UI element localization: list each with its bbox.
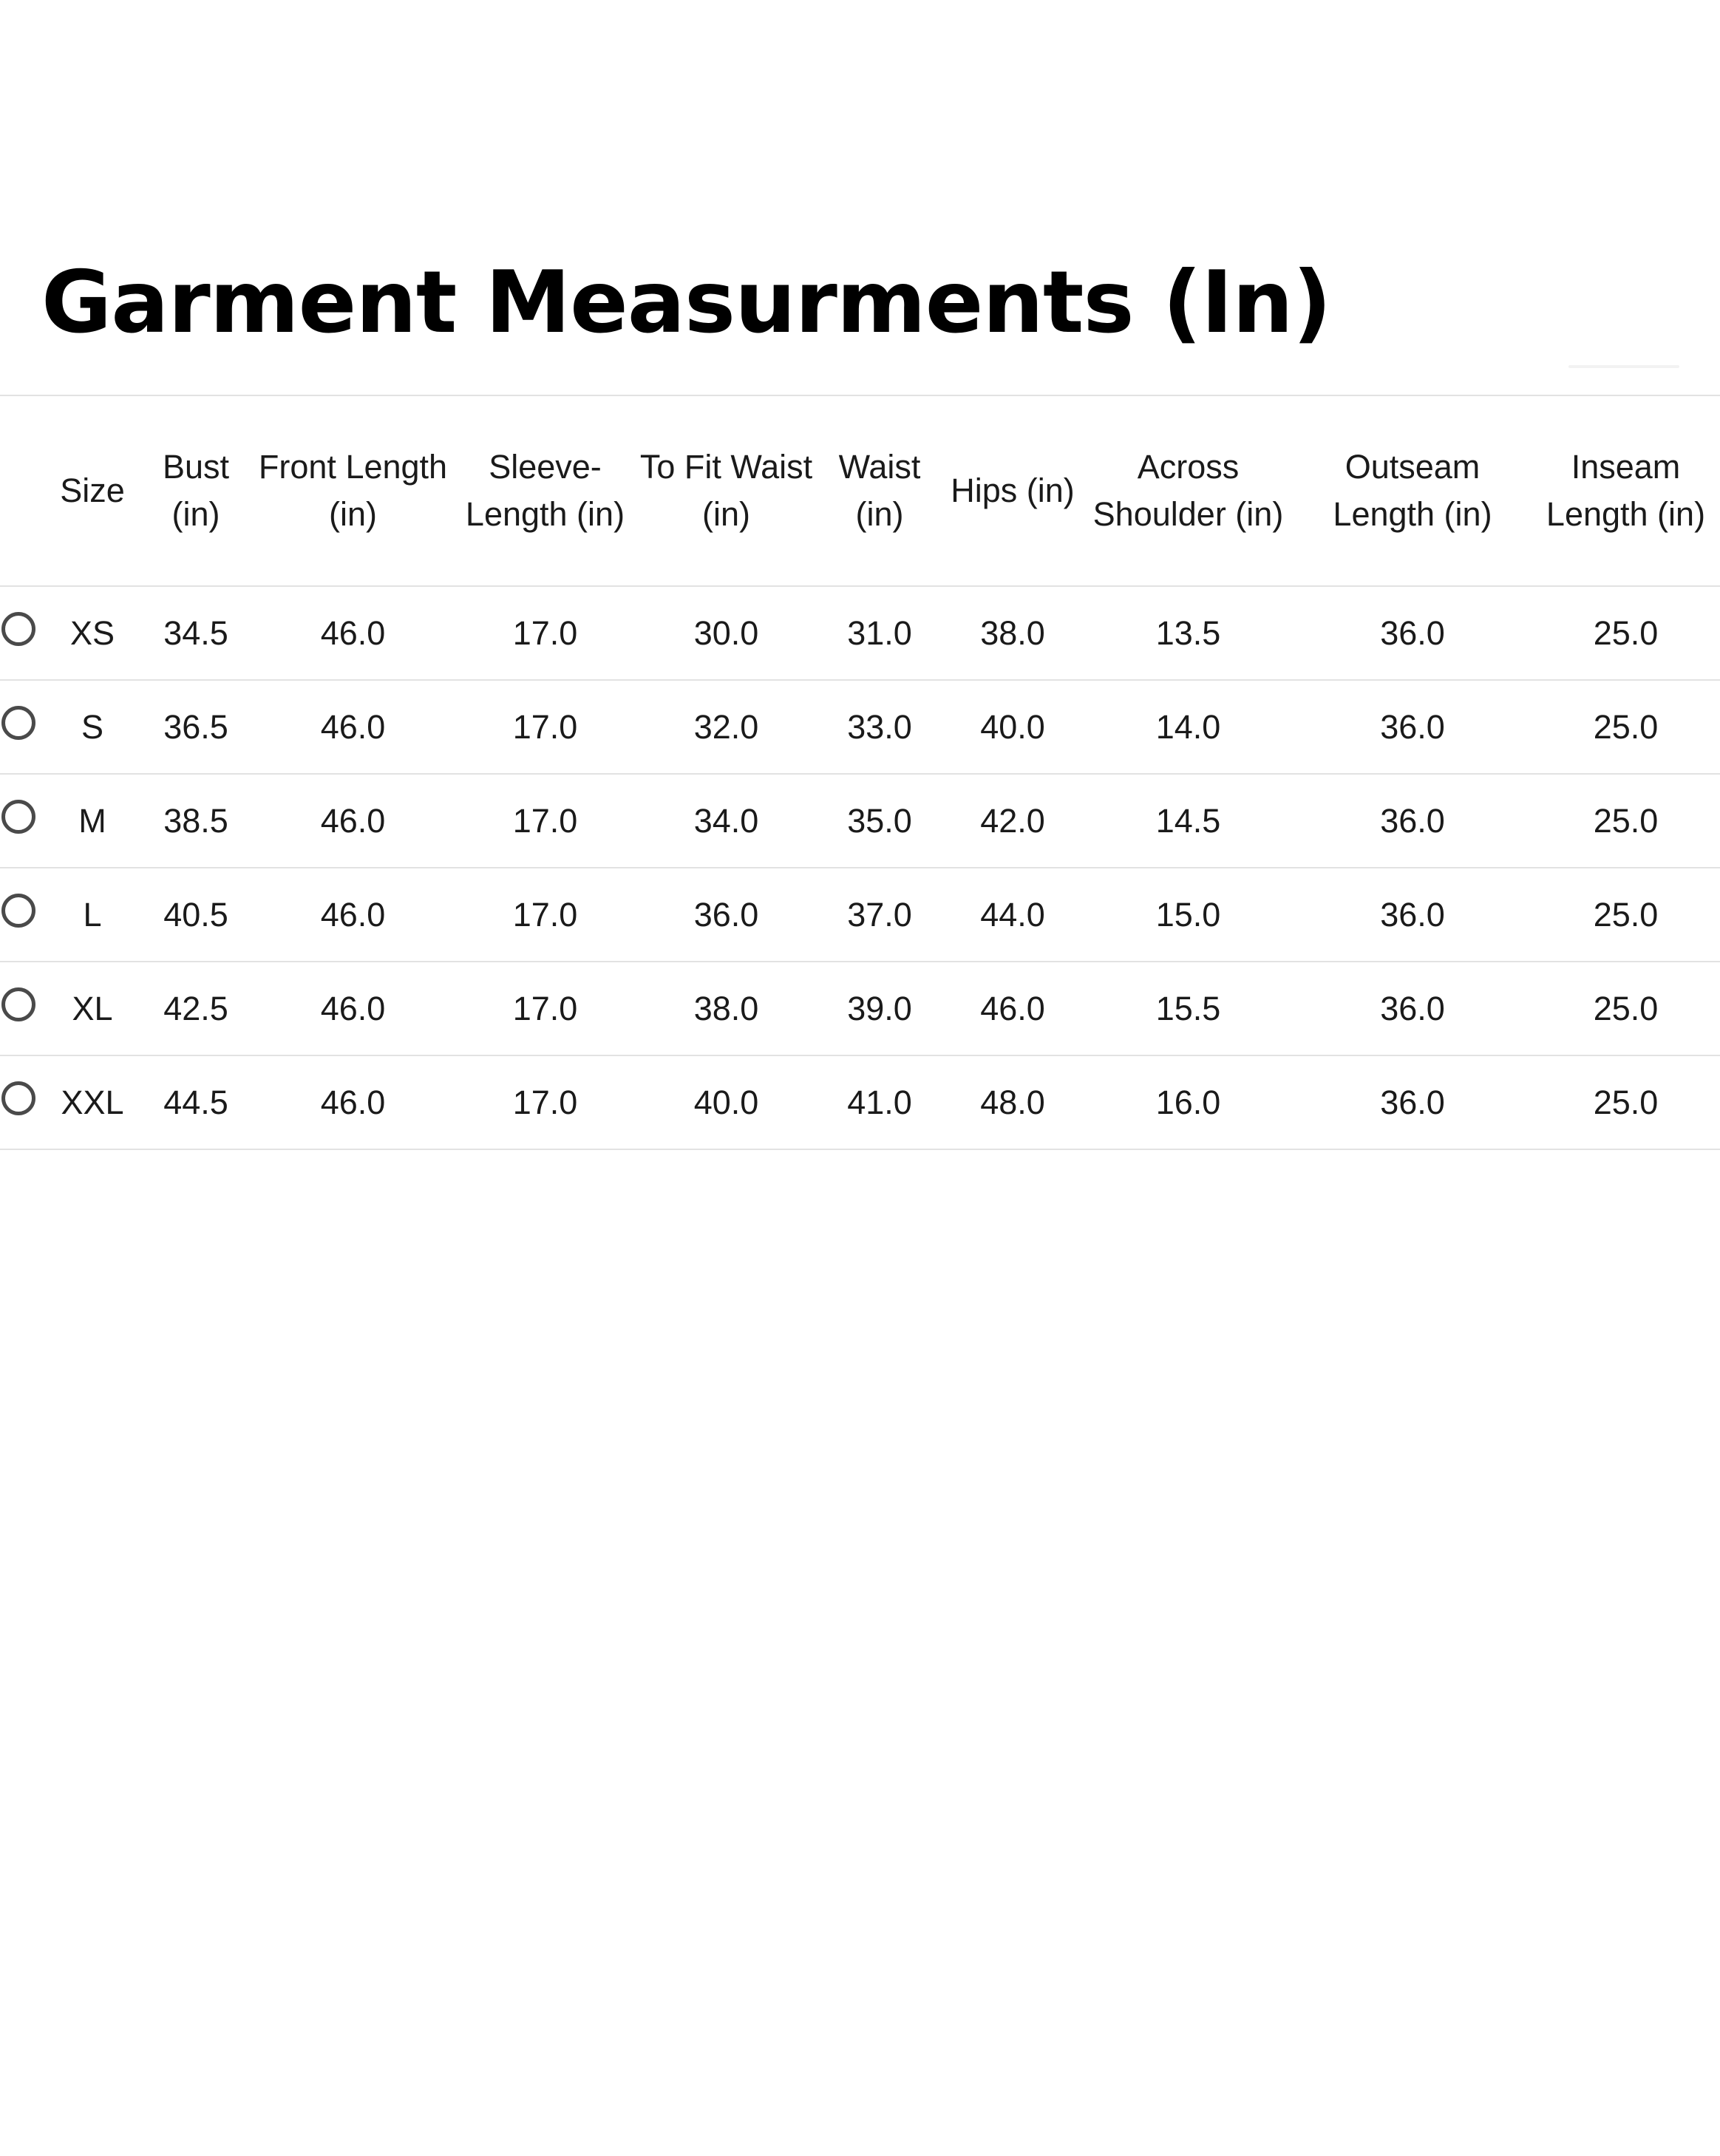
table-row[interactable] xyxy=(0,774,1720,868)
header-sleeve-length: Sleeve-Length (in) xyxy=(455,395,636,586)
cell-size: L xyxy=(44,868,140,962)
select-cell xyxy=(0,586,44,680)
cell-hips: 38.0 xyxy=(942,586,1083,680)
cell-sleeve-length: 17.0 xyxy=(455,1055,636,1149)
cell-across-shoulder: 15.5 xyxy=(1083,962,1294,1055)
cell-sleeve-length: 17.0 xyxy=(455,586,636,680)
header-across-shoulder: Across Shoulder (in) xyxy=(1083,395,1294,586)
cell-across-shoulder: 14.5 xyxy=(1083,774,1294,868)
cell-inseam-length: 25.0 xyxy=(1532,962,1720,1055)
cell-inseam-length: 25.0 xyxy=(1532,774,1720,868)
cell-outseam-length: 36.0 xyxy=(1294,868,1532,962)
cell-size: XXL xyxy=(44,1055,140,1149)
cell-bust: 34.5 xyxy=(140,586,251,680)
cell-hips: 42.0 xyxy=(942,774,1083,868)
cell-to-fit-waist: 38.0 xyxy=(636,962,817,1055)
select-cell xyxy=(0,1055,44,1149)
size-radio-xxl[interactable] xyxy=(1,1081,35,1115)
cell-front-length: 46.0 xyxy=(251,774,455,868)
header-front-length: Front Length (in) xyxy=(251,395,455,586)
size-radio-xl[interactable] xyxy=(1,987,35,1021)
cell-waist: 41.0 xyxy=(817,1055,942,1149)
cell-sleeve-length: 17.0 xyxy=(455,962,636,1055)
cell-to-fit-waist: 36.0 xyxy=(636,868,817,962)
size-chart-table xyxy=(0,395,1720,1150)
header-bust: Bust (in) xyxy=(140,395,251,586)
cell-inseam-length: 25.0 xyxy=(1532,586,1720,680)
select-cell xyxy=(0,774,44,868)
cell-waist: 33.0 xyxy=(817,680,942,774)
cell-outseam-length: 36.0 xyxy=(1294,680,1532,774)
table-row[interactable] xyxy=(0,1055,1720,1149)
header-waist: Waist (in) xyxy=(817,395,942,586)
size-radio-xs[interactable] xyxy=(1,612,35,646)
cell-outseam-length: 36.0 xyxy=(1294,962,1532,1055)
cell-to-fit-waist: 40.0 xyxy=(636,1055,817,1149)
table-row[interactable] xyxy=(0,868,1720,962)
cell-waist: 37.0 xyxy=(817,868,942,962)
header-hips: Hips (in) xyxy=(942,395,1083,586)
cell-hips: 48.0 xyxy=(942,1055,1083,1149)
cell-across-shoulder: 13.5 xyxy=(1083,586,1294,680)
table-row[interactable] xyxy=(0,680,1720,774)
cell-hips: 46.0 xyxy=(942,962,1083,1055)
cell-inseam-length: 25.0 xyxy=(1532,1055,1720,1149)
select-cell xyxy=(0,962,44,1055)
cell-front-length: 46.0 xyxy=(251,868,455,962)
header-to-fit-waist: To Fit Waist (in) xyxy=(636,395,817,586)
table-row[interactable] xyxy=(0,586,1720,680)
cell-size: XS xyxy=(44,586,140,680)
sheet-handle xyxy=(1568,365,1679,368)
select-cell xyxy=(0,680,44,774)
header-select xyxy=(0,395,44,586)
cell-waist: 39.0 xyxy=(817,962,942,1055)
cell-inseam-length: 25.0 xyxy=(1532,680,1720,774)
size-radio-s[interactable] xyxy=(1,706,35,740)
size-radio-l[interactable] xyxy=(1,894,35,928)
select-cell xyxy=(0,868,44,962)
cell-sleeve-length: 17.0 xyxy=(455,774,636,868)
cell-size: XL xyxy=(44,962,140,1055)
cell-to-fit-waist: 30.0 xyxy=(636,586,817,680)
cell-outseam-length: 36.0 xyxy=(1294,1055,1532,1149)
cell-front-length: 46.0 xyxy=(251,1055,455,1149)
header-outseam-length: Outseam Length (in) xyxy=(1294,395,1532,586)
cell-size: M xyxy=(44,774,140,868)
header-inseam-length: Inseam Length (in) xyxy=(1532,395,1720,586)
cell-outseam-length: 36.0 xyxy=(1294,586,1532,680)
cell-front-length: 46.0 xyxy=(251,962,455,1055)
cell-hips: 44.0 xyxy=(942,868,1083,962)
table-row[interactable] xyxy=(0,962,1720,1055)
cell-front-length: 46.0 xyxy=(251,680,455,774)
cell-waist: 31.0 xyxy=(817,586,942,680)
page-title: Garment Measurments (In) xyxy=(41,253,1331,353)
cell-hips: 40.0 xyxy=(942,680,1083,774)
header-size: Size xyxy=(44,395,140,586)
cell-bust: 38.5 xyxy=(140,774,251,868)
table-header-row xyxy=(0,395,1720,586)
cell-size: S xyxy=(44,680,140,774)
cell-bust: 44.5 xyxy=(140,1055,251,1149)
cell-bust: 42.5 xyxy=(140,962,251,1055)
cell-bust: 36.5 xyxy=(140,680,251,774)
cell-across-shoulder: 15.0 xyxy=(1083,868,1294,962)
cell-bust: 40.5 xyxy=(140,868,251,962)
cell-across-shoulder: 14.0 xyxy=(1083,680,1294,774)
cell-sleeve-length: 17.0 xyxy=(455,868,636,962)
cell-waist: 35.0 xyxy=(817,774,942,868)
cell-to-fit-waist: 34.0 xyxy=(636,774,817,868)
cell-sleeve-length: 17.0 xyxy=(455,680,636,774)
cell-across-shoulder: 16.0 xyxy=(1083,1055,1294,1149)
size-radio-m[interactable] xyxy=(1,800,35,834)
cell-to-fit-waist: 32.0 xyxy=(636,680,817,774)
cell-outseam-length: 36.0 xyxy=(1294,774,1532,868)
cell-front-length: 46.0 xyxy=(251,586,455,680)
cell-inseam-length: 25.0 xyxy=(1532,868,1720,962)
